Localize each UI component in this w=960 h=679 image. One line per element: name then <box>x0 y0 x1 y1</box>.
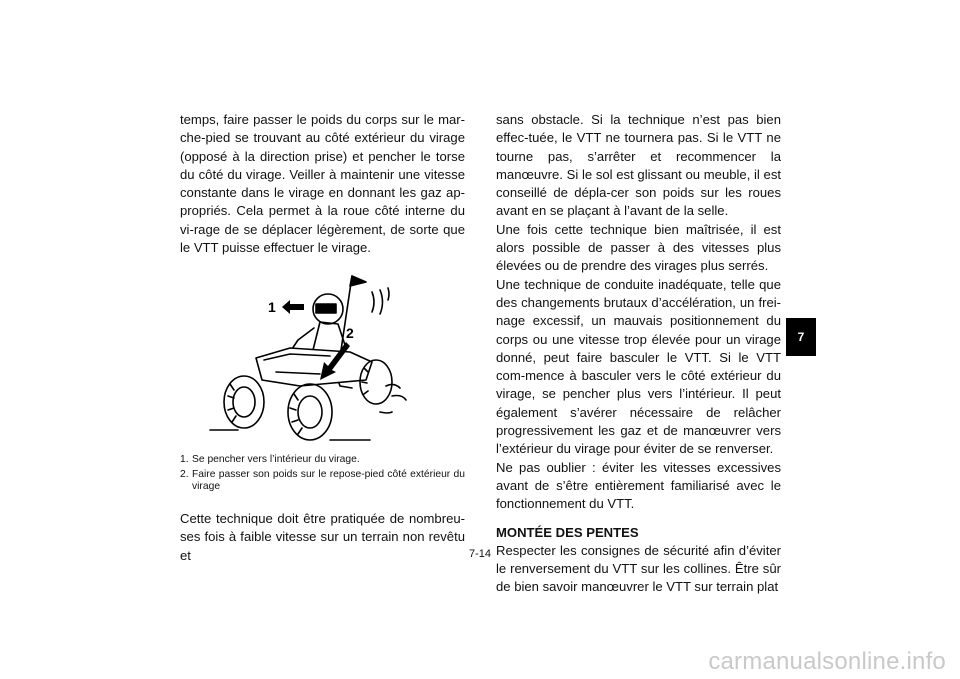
right-paragraph-1: sans obstacle. Si la technique n’est pas bien effec-tuée, le VTT ne tournera pas. Si le VTT ne tourne pas, s’arrêter et recommencer la manœuvre. Si le sol est glissant ou meuble, il est conseillé de dépla-cer son poids sur les roues avant en se plaçant à l’avant de la selle. <box>496 112 781 219</box>
page-number: 7-14 <box>468 548 492 560</box>
callout-label-1: 1 <box>268 299 276 315</box>
figure-captions <box>180 454 465 497</box>
front-right-wheel <box>288 384 332 440</box>
watermark: carmanualsonline.info <box>708 648 946 675</box>
atv-body <box>256 348 372 386</box>
caption-number: 1. <box>180 454 189 465</box>
left-column <box>180 111 465 257</box>
right-paragraph-4: Ne pas oublier : éviter les vitesses excessives avant de s’être entièrement familiarisé avec le fonctionnement du VTT. <box>496 459 781 512</box>
right-column <box>496 111 781 597</box>
flag <box>350 276 366 286</box>
atv-cornering-illustration <box>180 262 465 452</box>
caption-item <box>180 469 465 493</box>
caption-number: 2. <box>180 469 189 481</box>
callout-arrow-1 <box>282 300 304 314</box>
right-paragraph-3: Une technique de conduite inadéquate, telle que des changements brutaux d’accélération, un frei-nage excessif, un mauvais positionnement du corps ou une vitesse trop élevée pour un virage donné, peut faire basculer le VTT. Si le VTT com-mence à basculer vers le côté extérieur du virage, se pencher plus vers l’intérieur. Il peut également s’avérer nécessaire de relâcher progressivement les gaz et de manœuvrer vers l’extérieur du virage pour éviter de se renverser. <box>496 276 781 457</box>
chapter-tab: 7 <box>786 318 816 356</box>
caption-text: Se pencher vers l’intérieur du virage. <box>192 454 360 465</box>
callout-label-2: 2 <box>346 325 354 341</box>
left-paragraph-2: Cette technique doit être pratiquée de nombreu-ses fois à faible vitesse sur un terrain non revêtu et <box>180 511 465 563</box>
caption-text: Faire passer son poids sur le repose-pied côté extérieur du virage <box>192 469 465 493</box>
section-heading: MONTÉE DES PENTES <box>496 524 639 540</box>
right-paragraph-2: Une fois cette technique bien maîtrisée, il est alors possible de passer à des vitesses plus élevées ou de prendre des virages plus serrés. <box>496 221 781 274</box>
caption-item <box>180 454 465 466</box>
right-paragraph-5: Respecter les consignes de sécurité afin d’éviter le renversement du VTT sur les collines. Être sûr de bien savoir manœuvrer le VTT sur terrain plat <box>496 542 781 595</box>
left-paragraph-1: temps, faire passer le poids du corps sur le mar-che-pied se trouvant au côté extérieur du virage (opposé à la direction prise) et pencher le torse du côté du virage. Veiller à maintenir une vitesse constante dans le virage en donnant les gaz ap-propriés. Cela permet à la roue côté interne du vi-rage de se déplacer légèrement, de sorte que le VTT puisse effectuer le virage. <box>180 112 465 256</box>
